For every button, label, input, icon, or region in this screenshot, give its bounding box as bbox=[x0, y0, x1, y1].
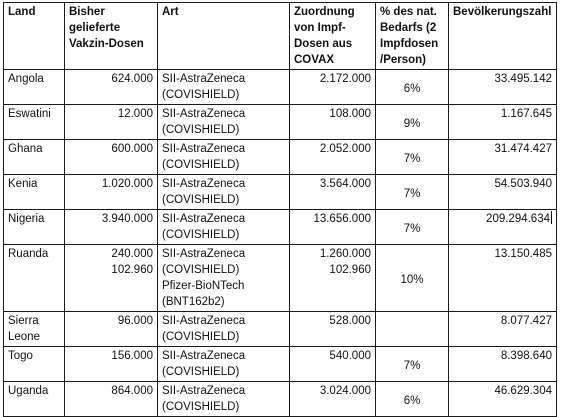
cell-art: SII-AstraZeneca (COVISHIELD) bbox=[158, 140, 290, 175]
table-row bbox=[4, 105, 557, 140]
cell-land: Uganda bbox=[4, 382, 65, 417]
cell-land: Togo bbox=[4, 347, 65, 382]
cell-percent: 7% bbox=[376, 140, 449, 175]
cell-percent: 7% bbox=[376, 210, 449, 245]
cell-art: SII-AstraZeneca (COVISHIELD) bbox=[158, 175, 290, 210]
vaccine-delivery-table bbox=[3, 2, 557, 417]
cell-population: 54.503.940 bbox=[449, 175, 557, 210]
cell-land: Ghana bbox=[4, 140, 65, 175]
cell-art: SII-AstraZeneca (COVISHIELD) bbox=[158, 347, 290, 382]
cell-doses: 600.000 bbox=[65, 140, 158, 175]
cell-art: SII-AstraZeneca (COVISHIELD) bbox=[158, 312, 290, 347]
cell-art: SII-AstraZeneca (COVISHIELD) bbox=[158, 70, 290, 105]
cell-population[interactable]: 209.294.634 bbox=[449, 210, 557, 245]
cell-doses: 864.000 bbox=[65, 382, 158, 417]
cell-covax: 3.024.000 bbox=[290, 382, 376, 417]
cell-doses: 12.000 bbox=[65, 105, 158, 140]
cell-covax: 540.000 bbox=[290, 347, 376, 382]
table-row bbox=[4, 140, 557, 175]
cell-doses: 1.020.000 bbox=[65, 175, 158, 210]
cell-land: Eswatini bbox=[4, 105, 65, 140]
cell-covax: 108.000 bbox=[290, 105, 376, 140]
header-population: Bevölkerungszahl bbox=[449, 3, 557, 70]
cell-art: SII-AstraZeneca (COVISHIELD) bbox=[158, 382, 290, 417]
table-row bbox=[4, 347, 557, 382]
table-row bbox=[4, 175, 557, 210]
cell-covax: 2.052.000 bbox=[290, 140, 376, 175]
cell-population: 31.474.427 bbox=[449, 140, 557, 175]
table-row bbox=[4, 70, 557, 105]
cell-land: Nigeria bbox=[4, 210, 65, 245]
cell-land: Angola bbox=[4, 70, 65, 105]
text-cursor bbox=[551, 211, 552, 224]
cell-percent: 7% bbox=[376, 347, 449, 382]
cell-covax: 2.172.000 bbox=[290, 70, 376, 105]
cell-art: SII-AstraZeneca (COVISHIELD) Pfizer-BioNTech (BNT162b2) bbox=[158, 245, 290, 312]
header-art: Art bbox=[158, 3, 290, 70]
cell-doses: 96.000 bbox=[65, 312, 158, 347]
cell-art: SII-AstraZeneca (COVISHIELD) bbox=[158, 105, 290, 140]
cell-percent: 6% bbox=[376, 382, 449, 417]
table-row bbox=[4, 245, 557, 312]
cell-covax: 528.000 bbox=[290, 312, 376, 347]
header-delivered-doses: Bisher gelieferte Vakzin-Dosen bbox=[65, 3, 158, 70]
cell-land: Ruanda bbox=[4, 245, 65, 312]
table-row bbox=[4, 210, 557, 245]
cell-population: 1.167.645 bbox=[449, 105, 557, 140]
cell-land: Sierra Leone bbox=[4, 312, 65, 347]
cell-percent: 6% bbox=[376, 70, 449, 105]
cell-population: 8.077.427 bbox=[449, 312, 557, 347]
header-percent-need: % des nat. Bedarfs (2 Impfdosen /Person) bbox=[376, 3, 449, 70]
cell-population: 13.150.485 bbox=[449, 245, 557, 312]
header-covax-allocation: Zuordnung von Impf- Dosen aus COVAX bbox=[290, 3, 376, 70]
cell-covax: 13.656.000 bbox=[290, 210, 376, 245]
cell-land: Kenia bbox=[4, 175, 65, 210]
cell-percent: 9% bbox=[376, 105, 449, 140]
cell-percent: 10% bbox=[376, 245, 449, 312]
cell-percent: 7% bbox=[376, 175, 449, 210]
table-row bbox=[4, 312, 557, 347]
cell-doses: 3.940.000 bbox=[65, 210, 158, 245]
cell-covax: 1.260.000 102.960 bbox=[290, 245, 376, 312]
cell-doses: 240.000 102.960 bbox=[65, 245, 158, 312]
cell-population: 33.495.142 bbox=[449, 70, 557, 105]
table-row bbox=[4, 382, 557, 417]
cell-doses: 624.000 bbox=[65, 70, 158, 105]
header-land: Land bbox=[4, 3, 65, 70]
cell-percent bbox=[376, 312, 449, 347]
cell-population: 8.398.640 bbox=[449, 347, 557, 382]
header-row bbox=[4, 3, 557, 70]
cell-covax: 3.564.000 bbox=[290, 175, 376, 210]
cell-art: SII-AstraZeneca (COVISHIELD) bbox=[158, 210, 290, 245]
cell-doses: 156.000 bbox=[65, 347, 158, 382]
cell-population: 46.629.304 bbox=[449, 382, 557, 417]
